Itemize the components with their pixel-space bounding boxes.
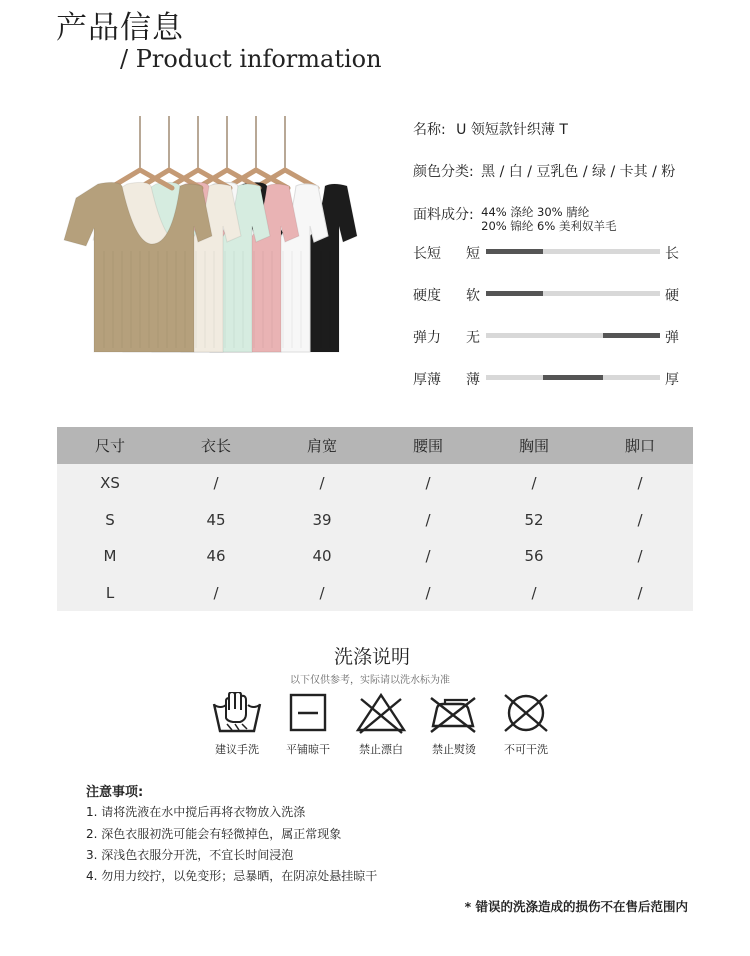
note-item: 3. 深浅色衣服分开洗，不宜长时间浸泡 (86, 848, 294, 862)
no-bleach-icon (355, 692, 407, 734)
attr-low-label: 软 (466, 288, 480, 304)
attr-high-label: 弹 (665, 330, 679, 346)
table-row (57, 465, 693, 502)
attr-low-label: 短 (466, 246, 480, 262)
size-table-header (57, 427, 693, 464)
table-cell: / (637, 547, 643, 566)
attr-label: 厚薄 (413, 372, 441, 388)
attr-scale-track (486, 375, 660, 380)
no-iron-label: 禁止熨烫 (432, 743, 476, 756)
attr-high-label: 硬 (665, 288, 679, 304)
table-header-cell: 肩宽 (306, 437, 337, 455)
table-cell: 45 (206, 510, 226, 529)
table-cell: / (637, 583, 643, 602)
table-cell: / (425, 474, 431, 493)
color-label: 颜色分类: (413, 164, 474, 180)
wash-title: 洗涤说明 (333, 646, 410, 668)
attr-scale-marker (603, 333, 660, 338)
table-row (57, 502, 693, 539)
attr-scale-track (486, 333, 660, 338)
attr-low-label: 无 (466, 330, 480, 346)
table-cell: / (425, 583, 431, 602)
table-cell: 39 (312, 510, 332, 529)
table-header-cell: 脚口 (624, 437, 655, 455)
flat-dry-label: 平铺晾干 (286, 743, 330, 756)
attr-scale-track (486, 249, 660, 254)
note-item: 4. 勿用力绞拧，以免变形；忌暴晒，在阴凉处悬挂晾干 (86, 869, 378, 883)
table-cell: / (319, 474, 325, 493)
attr-scale-marker (486, 291, 543, 296)
shirt-swatch (64, 116, 212, 352)
size-table-body (57, 464, 693, 611)
table-cell: / (531, 474, 537, 493)
flat-dry-icon (282, 692, 334, 734)
table-cell: / (425, 510, 431, 529)
table-row (57, 575, 693, 612)
fabric-label: 面料成分: (413, 207, 474, 223)
attr-high-label: 长 (665, 246, 679, 262)
table-cell: 56 (524, 547, 544, 566)
note-item: 1. 请将洗液在水中搅后再将衣物放入洗涤 (86, 805, 306, 819)
page-title: 产品信息 (56, 10, 184, 46)
table-row (57, 538, 693, 575)
table-cell: / (319, 583, 325, 602)
table-cell: / (213, 583, 219, 602)
table-cell: / (637, 474, 643, 493)
table-cell: 40 (312, 547, 332, 566)
table-header-cell: 衣长 (200, 437, 231, 455)
table-cell: / (213, 474, 219, 493)
product-photo (60, 116, 370, 361)
no-iron-icon (427, 692, 479, 734)
color-value: 黑 / 白 / 豆乳色 / 绿 / 卡其 / 粉 (481, 164, 676, 180)
table-cell: / (425, 547, 431, 566)
product-name-value: U 领短款针织薄 T (456, 122, 568, 138)
no-dry-clean-icon (500, 692, 552, 734)
attr-high-label: 厚 (665, 372, 679, 388)
note-item: 2. 深色衣服初洗可能会有轻微掉色，属正常现象 (86, 827, 342, 841)
hand-wash-label: 建议手洗 (215, 743, 259, 756)
attr-scale-track (486, 291, 660, 296)
attr-label: 硬度 (413, 288, 441, 304)
table-header-cell: 胸围 (518, 437, 549, 455)
no-bleach-label: 禁止漂白 (359, 743, 403, 756)
table-header-cell: 尺寸 (94, 437, 125, 455)
table-cell: / (637, 510, 643, 529)
attr-low-label: 薄 (466, 372, 480, 388)
attr-label: 长短 (413, 246, 441, 262)
after-sales-disclaimer: * 错误的洗涤造成的损伤不在售后范围内 (464, 899, 688, 914)
wash-subtitle: 以下仅供参考，实际请以洗水标为准 (290, 675, 450, 686)
product-name-label: 名称: (413, 122, 446, 138)
table-cell: XS (100, 474, 120, 493)
hand-wash-icon (211, 692, 263, 734)
fabric-line-1: 44% 涤纶 30% 腈纶 (481, 205, 590, 219)
fabric-row (413, 204, 616, 233)
table-cell: L (105, 583, 115, 602)
table-cell: S (105, 510, 115, 529)
notes-title: 注意事项: (86, 785, 144, 800)
no-dry-clean-label: 不可干洗 (504, 743, 548, 756)
fabric-line-2: 20% 锦纶 6% 美利奴羊毛 (481, 219, 617, 233)
product-name-row (413, 119, 568, 139)
color-row (413, 161, 675, 181)
table-cell: 46 (206, 547, 226, 566)
table-cell: M (103, 547, 117, 566)
table-cell: / (531, 583, 537, 602)
page-subtitle: / Product information (120, 45, 382, 73)
table-header-cell: 腰围 (412, 437, 443, 455)
table-cell: 52 (524, 510, 544, 529)
attr-scale-marker (486, 249, 543, 254)
size-table (57, 427, 693, 611)
attr-label: 弹力 (413, 330, 441, 346)
attr-scale-marker (543, 375, 602, 380)
